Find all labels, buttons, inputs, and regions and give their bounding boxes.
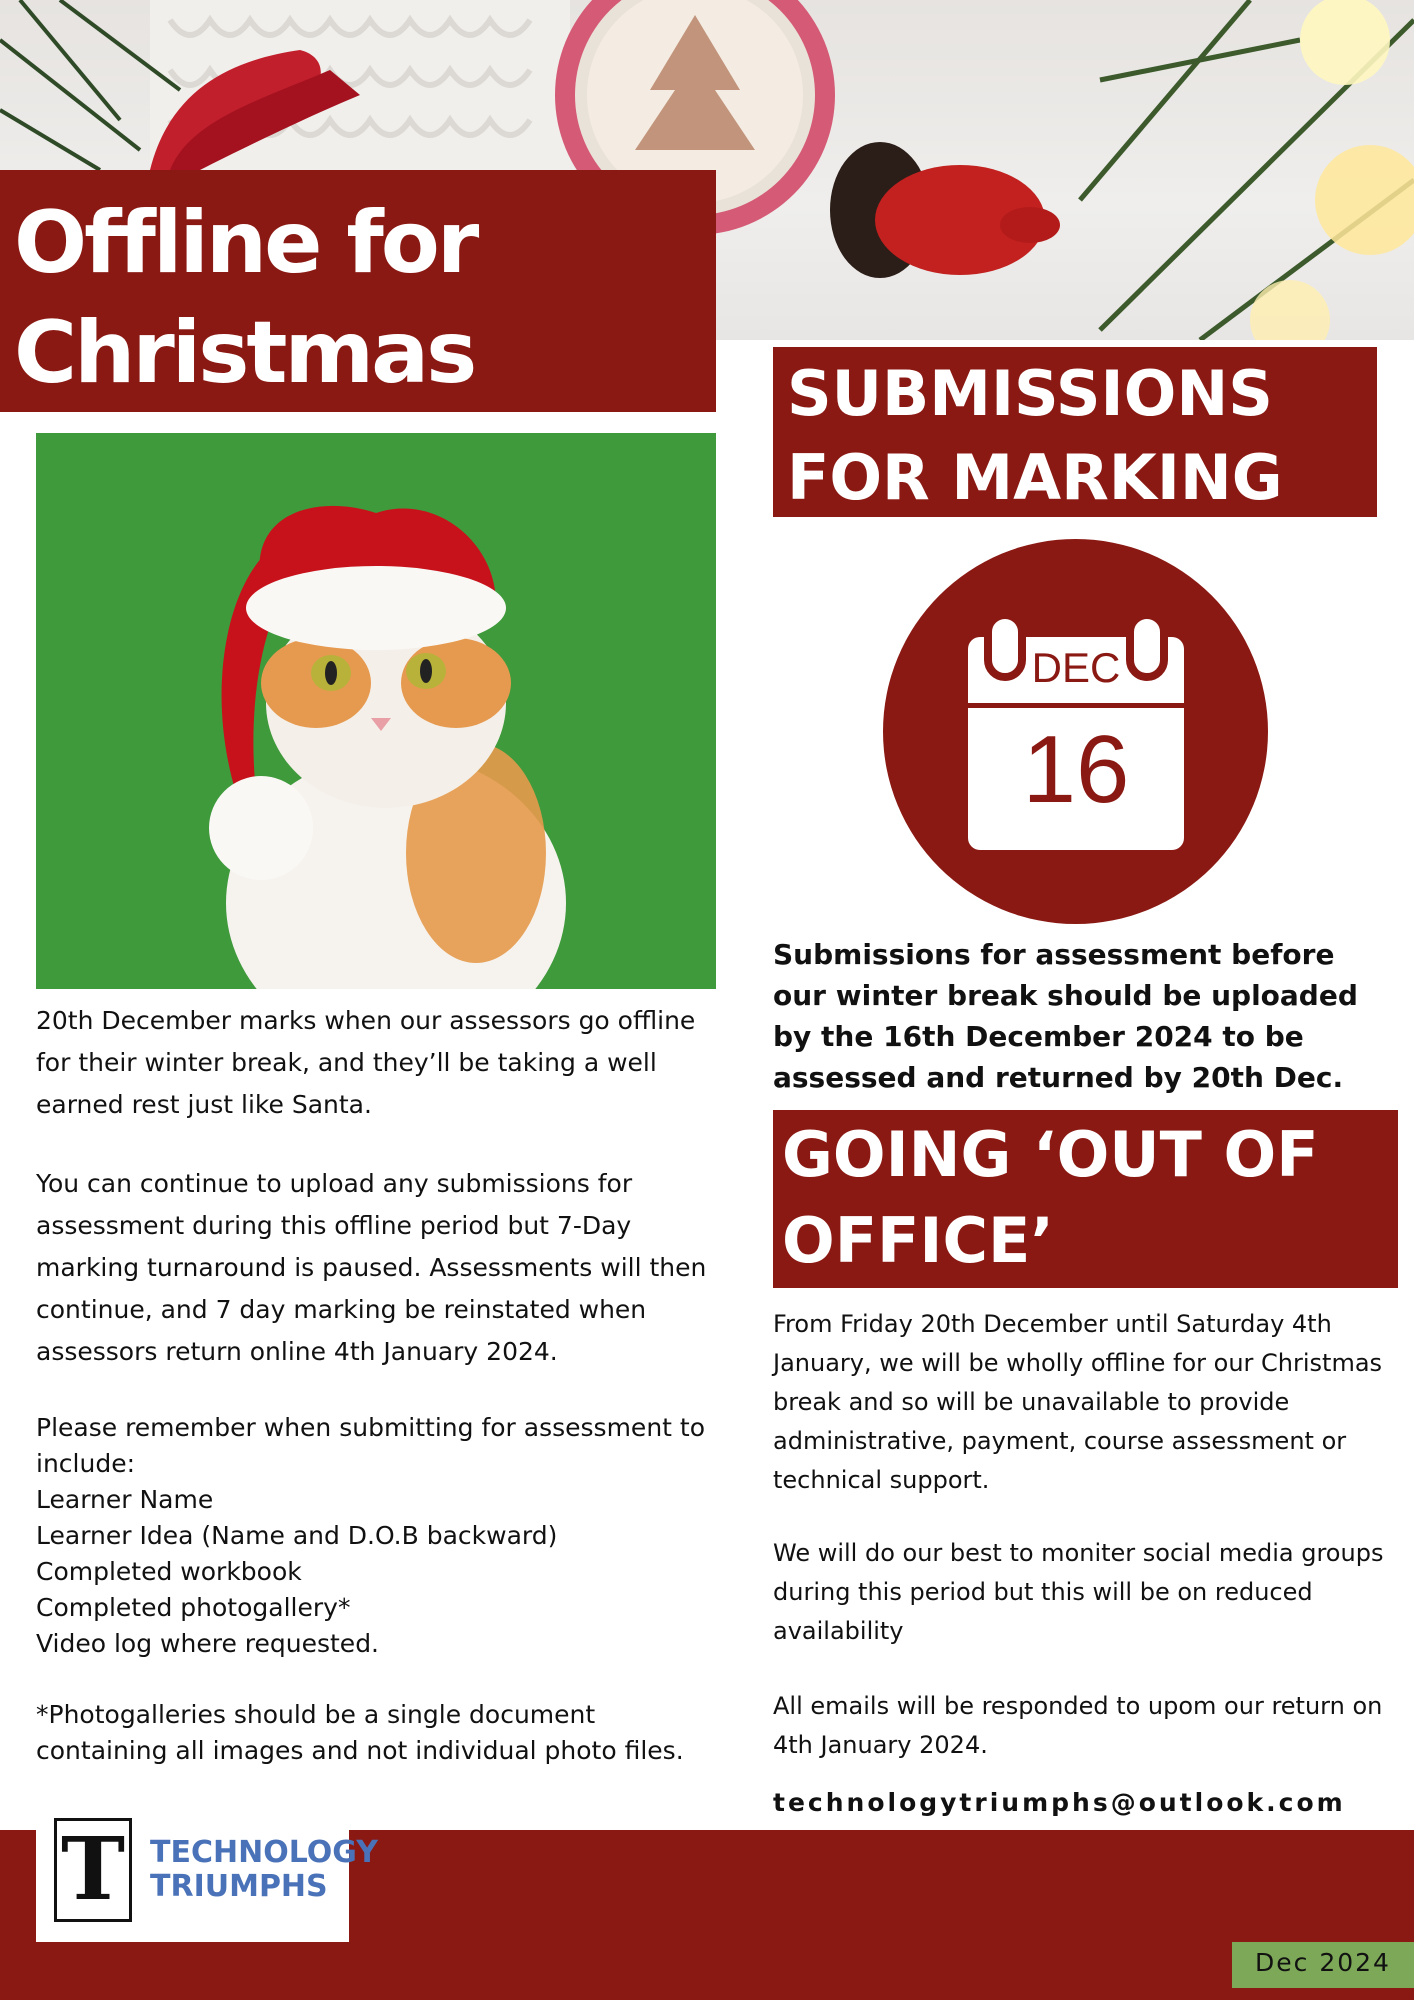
list-item: Video log where requested. bbox=[36, 1629, 380, 1658]
list-item: Completed workbook bbox=[36, 1557, 302, 1586]
issue-date: Dec 2024 bbox=[1255, 1948, 1391, 1977]
calendar-day: 16 bbox=[1022, 716, 1130, 823]
offline-period-paragraph: From Friday 20th December until Saturday 4th January, we will be wholly offline for our Christmas break and so will be unavailable to provide administrative, payment, course assessment or technical support. bbox=[773, 1310, 1383, 1494]
calendar-month: DEC bbox=[1031, 644, 1121, 691]
logo-line-2: TRIUMPHS bbox=[150, 1869, 328, 1904]
reminder-paragraph: Please remember when submitting for assessment to include: bbox=[36, 1413, 706, 1478]
email-response-paragraph: All emails will be responded to upom our return on 4th January 2024. bbox=[773, 1692, 1383, 1759]
list-item: Learner Idea (Name and D.O.B backward) bbox=[36, 1521, 558, 1550]
social-media-paragraph: We will do our best to moniter social media groups during this period but this will be on reduced availability bbox=[773, 1539, 1384, 1645]
out-of-office-heading-line-1: GOING ‘OUT OF bbox=[782, 1118, 1319, 1191]
submissions-deadline-text: Submissions for assessment before our winter break should be uploaded by the 16th December 2024 to be assessed and returned by 20th Dec. bbox=[773, 938, 1358, 1094]
page-title bbox=[14, 188, 704, 408]
submissions-heading bbox=[787, 352, 1377, 520]
submissions-heading-line-2: FOR MARKING bbox=[787, 441, 1283, 514]
contact-email[interactable]: technologytriumphs@outlook.com bbox=[773, 1788, 1346, 1817]
page-title-line-1: Offline for bbox=[14, 193, 477, 293]
out-of-office-heading bbox=[782, 1112, 1398, 1284]
intro-paragraph: 20th December marks when our assessors go offline for their winter break, and they’ll be taking a well earned rest just like Santa. bbox=[36, 1006, 696, 1119]
logo-line-1: TECHNOLOGY bbox=[150, 1835, 378, 1870]
photogallery-note: *Photogalleries should be a single document containing all images and not individual photo files. bbox=[36, 1700, 684, 1765]
list-item: Completed photogallery* bbox=[36, 1593, 351, 1622]
submission-checklist bbox=[36, 1482, 726, 1662]
cat-santa-hat-photo bbox=[36, 433, 716, 989]
list-item: Learner Name bbox=[36, 1485, 214, 1514]
submissions-heading-line-1: SUBMISSIONS bbox=[787, 357, 1273, 430]
out-of-office-heading-line-2: OFFICE’ bbox=[782, 1204, 1054, 1277]
upload-paragraph: You can continue to upload any submissions for assessment during this offline period but 7-Day marking turnaround is paused. Assessments will then continue, and 7 day marking be reinstated when assessors return online 4th January 2024. bbox=[36, 1169, 707, 1366]
logo-wordmark bbox=[150, 1835, 378, 1904]
logo-letter: T bbox=[61, 1819, 125, 1920]
page-title-line-2: Christmas bbox=[14, 303, 475, 403]
